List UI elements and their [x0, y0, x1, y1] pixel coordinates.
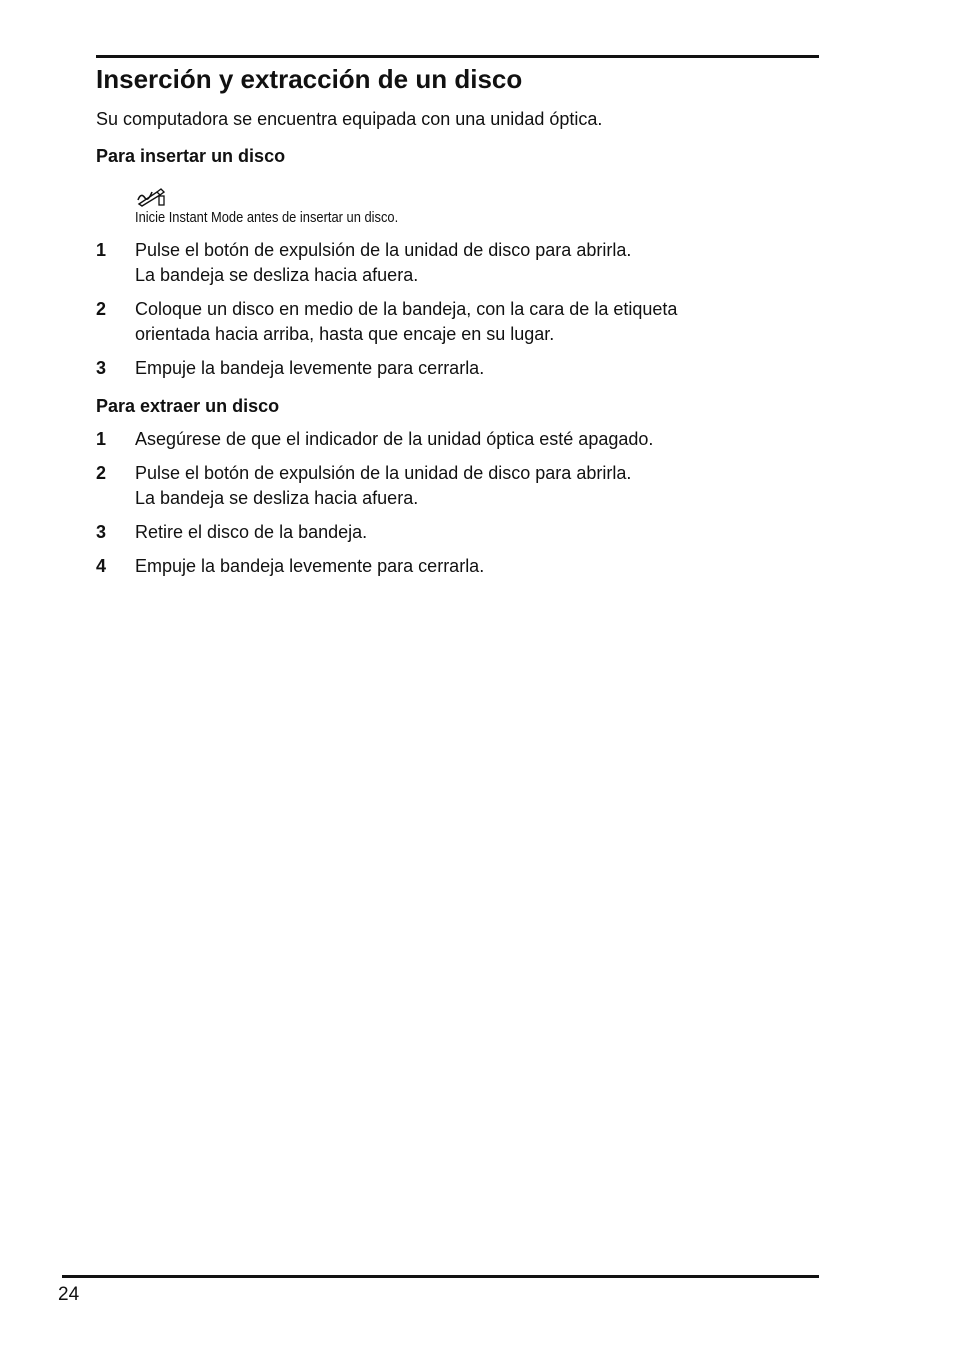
intro-paragraph: Su computadora se encuentra equipada con una unidad óptica.	[96, 109, 603, 129]
insert-section-heading: Para insertar un disco	[96, 146, 286, 166]
step-line: Retire el disco de la bandeja.	[135, 522, 368, 542]
step-line: La bandeja se desliza hacia afuera.	[135, 265, 419, 285]
page-title: Inserción y extracción de un disco	[96, 64, 523, 94]
step-text	[135, 238, 815, 288]
step-number: 3	[96, 358, 107, 378]
step-number: 2	[96, 463, 107, 483]
note-text: Inicie Instant Mode antes de insertar un disco.	[135, 209, 399, 226]
step-number: 1	[96, 429, 107, 449]
step-number: 2	[96, 299, 107, 319]
step-line: La bandeja se desliza hacia afuera.	[135, 488, 419, 508]
step-line: Asegúrese de que el indicador de la unidad óptica esté apagado.	[135, 429, 654, 449]
step-text	[135, 297, 815, 347]
remove-section-heading: Para extraer un disco	[96, 396, 280, 416]
step-text	[135, 427, 815, 452]
step-text	[135, 461, 815, 511]
step-line: Coloque un disco en medio de la bandeja, con la cara de la etiqueta	[135, 299, 678, 319]
step-line: orientada hacia arriba, hasta que encaje en su lugar.	[135, 324, 555, 344]
step-line: Empuje la bandeja levemente para cerrarla.	[135, 358, 485, 378]
step-text	[135, 520, 815, 545]
page-number: 24	[58, 1284, 80, 1305]
step-line: Empuje la bandeja levemente para cerrarla.	[135, 556, 485, 576]
step-line: Pulse el botón de expulsión de la unidad de disco para abrirla.	[135, 463, 632, 483]
step-number: 4	[96, 556, 107, 576]
footer-rule	[62, 1275, 819, 1278]
step-number: 3	[96, 522, 107, 542]
note-pencil-icon	[135, 186, 167, 208]
step-number: 1	[96, 240, 107, 260]
header-rule	[96, 55, 819, 58]
step-text	[135, 554, 815, 579]
step-text	[135, 356, 815, 381]
step-line: Pulse el botón de expulsión de la unidad de disco para abrirla.	[135, 240, 632, 260]
